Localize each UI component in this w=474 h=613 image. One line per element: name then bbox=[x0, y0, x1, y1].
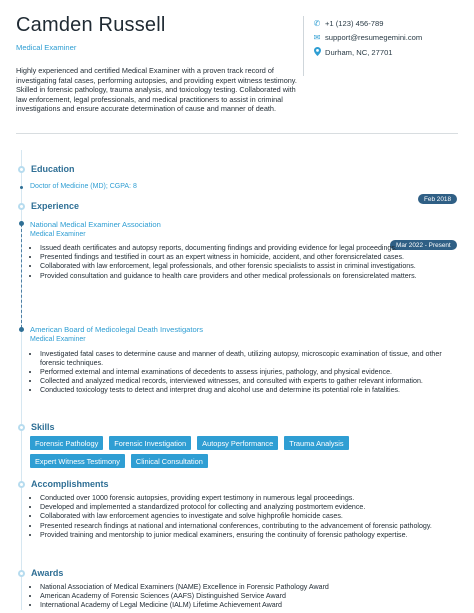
date-badge: Mar 2022 - Present bbox=[390, 240, 457, 250]
list-item: • Presented findings and testified in court as an expert witness in homicide, accident, and other forensicrelated cases. bbox=[40, 253, 460, 262]
job-bullets bbox=[30, 244, 460, 281]
section-accomplishments bbox=[18, 479, 109, 489]
job-role: Medical Examiner bbox=[30, 336, 86, 343]
list-item: • National Association of Medical Examiners (NAME) Excellence in Forensic Pathology Award bbox=[40, 583, 460, 592]
section-dot-icon bbox=[18, 424, 25, 431]
job-bullets bbox=[30, 350, 464, 395]
phone-text: +1 (123) 456-789 bbox=[325, 19, 384, 28]
skill-chip: Expert Witness Testimony bbox=[30, 454, 125, 468]
list-item: • Conducted over 1000 forensic autopsies, providing expert testimony in numerous legal proceedings. bbox=[40, 494, 460, 503]
list-item: • Issued death certificates and autopsy reports, documenting findings and providing evidence for legal proceedings. bbox=[40, 244, 400, 253]
awards-list bbox=[30, 583, 460, 611]
list-item: • Performed external and internal examinations of decedents to assess injuries, pathology, and physical evidence. bbox=[40, 368, 464, 377]
accomplishments-list bbox=[30, 494, 460, 540]
skill-chip: Autopsy Performance bbox=[197, 436, 278, 450]
list-item: • Provided training and mentorship to junior medical examiners, ensuring the continuity of forensic pathology expertise. bbox=[40, 531, 460, 540]
list-item: • Investigated fatal cases to determine cause and manner of death, utilizing autopsy, microscopic examination of tissue, and other forensic techniques. bbox=[40, 350, 464, 367]
section-title: Education bbox=[31, 164, 75, 174]
skill-chip: Forensic Investigation bbox=[109, 436, 191, 450]
header-rule bbox=[16, 133, 458, 134]
section-skills bbox=[18, 422, 55, 432]
phone-icon: ✆ bbox=[313, 19, 321, 28]
section-education bbox=[18, 164, 75, 174]
section-title: Accomplishments bbox=[31, 479, 109, 489]
section-title: Skills bbox=[31, 422, 55, 432]
date-badge: Feb 2018 bbox=[418, 194, 457, 204]
list-item: • Collaborated with law enforcement agencies to investigate and solve highprofile homicide cases. bbox=[40, 512, 460, 521]
education-degree: Doctor of Medicine (MD); CGPA: 8 bbox=[30, 183, 137, 190]
section-dot-icon bbox=[18, 481, 25, 488]
professional-summary: Highly experienced and certified Medical Examiner with a proven track record of investigating fatal cases, performing autopsies, and providing expert witness testimony. Skilled in forensic pathology, trauma analysis, and toxicology testing. Collaborated with law enforcement, legal professionals, and medical practitioners to assist in criminal investigations and ensure accurate determination of cause and manner of death. bbox=[16, 66, 297, 114]
section-dot-icon bbox=[18, 166, 25, 173]
job-role: Medical Examiner bbox=[30, 231, 86, 238]
job-organization: National Medical Examiner Association bbox=[30, 220, 161, 229]
list-item: • American Academy of Forensic Sciences (AAFS) Distinguished Service Award bbox=[40, 592, 460, 601]
skill-chip: Clinical Consultation bbox=[131, 454, 208, 468]
list-item: • Collaborated with law enforcement, legal professionals, and other forensic specialists to assist in criminal investigations. bbox=[40, 262, 460, 271]
list-item: • Collected and analyzed medical records, interviewed witnesses, and consulted with experts to gather relevant information. bbox=[40, 377, 464, 386]
timeline-node bbox=[19, 327, 24, 332]
location-pin-icon bbox=[312, 47, 322, 58]
skill-chip: Forensic Pathology bbox=[30, 436, 103, 450]
list-item: • International Academy of Legal Medicine (IALM) Lifetime Achievement Award bbox=[40, 601, 460, 610]
experience-timeline-line bbox=[21, 224, 22, 328]
skills-list bbox=[30, 436, 440, 468]
section-title: Experience bbox=[31, 201, 80, 211]
section-title: Awards bbox=[31, 568, 64, 578]
list-item: • Provided consultation and guidance to health care providers and other medical professionals on forensicrelated matters. bbox=[40, 272, 460, 281]
section-experience bbox=[18, 201, 79, 211]
header-divider bbox=[303, 16, 304, 76]
location-text: Durham, NC, 27701 bbox=[325, 48, 393, 57]
section-guide-line bbox=[21, 150, 22, 610]
section-dot-icon bbox=[18, 570, 25, 577]
candidate-role: Medical Examiner bbox=[16, 43, 77, 52]
list-item: • Presented research findings at national and international conferences, contributing to the advancement of forensic pathology. bbox=[40, 522, 460, 531]
email-text[interactable]: support@resumegemini.com bbox=[325, 33, 423, 42]
list-item: • Developed and implemented a standardized protocol for collecting and analyzing postmortem evidence. bbox=[40, 503, 460, 512]
timeline-node bbox=[19, 221, 24, 226]
section-awards bbox=[18, 568, 63, 578]
contact-phone bbox=[312, 19, 383, 28]
contact-location bbox=[312, 47, 393, 58]
timeline-dot bbox=[20, 186, 23, 189]
section-dot-icon bbox=[18, 203, 25, 210]
candidate-name: Camden Russell bbox=[16, 14, 166, 36]
skill-chip: Trauma Analysis bbox=[284, 436, 348, 450]
job-organization: American Board of Medicolegal Death Investigators bbox=[30, 325, 204, 334]
contact-email[interactable] bbox=[312, 33, 422, 42]
list-item: • Conducted toxicology tests to detect and interpret drug and alcohol use and determine its potential role in fatalities. bbox=[40, 386, 464, 395]
email-icon: ✉ bbox=[313, 33, 321, 42]
